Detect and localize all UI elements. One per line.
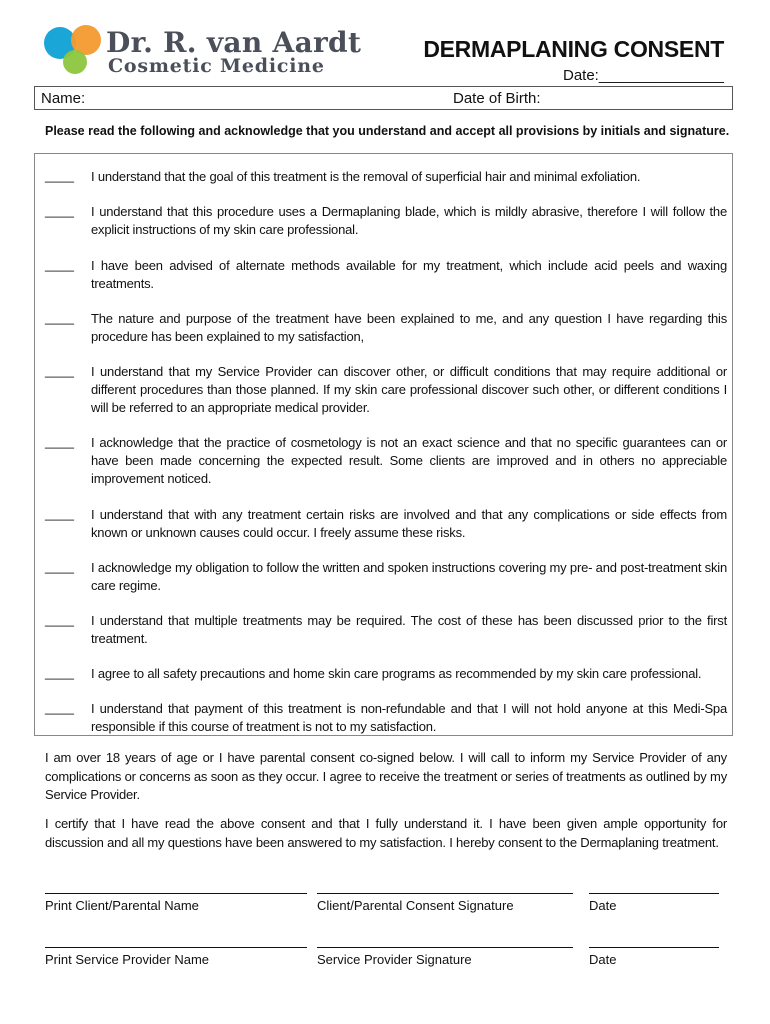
- initial-blank[interactable]: ____: [45, 363, 74, 378]
- consent-item: [45, 363, 727, 417]
- consent-item: [45, 612, 727, 648]
- consent-item: [45, 257, 727, 293]
- consent-item-text: I understand that payment of this treatment is non-refundable and that I will not hold anyone at this Medi-Spa responsible if this course of treatment is not to my satisfaction.: [91, 701, 727, 734]
- consent-item: [45, 203, 727, 239]
- client-date-label: Date: [589, 898, 617, 913]
- logo-circles-icon: [42, 24, 106, 76]
- date-field[interactable]: Date:_______________: [563, 67, 724, 84]
- client-signature-line[interactable]: [317, 893, 573, 894]
- clinic-logo: [42, 24, 362, 80]
- consent-item-text: I understand that with any treatment certain risks are involved and that any complications or side effects from known or unknown causes could occur. I freely assume these risks.: [91, 507, 727, 540]
- initial-blank[interactable]: ____: [45, 434, 74, 449]
- logo-name: Dr. R. van Aardt: [106, 26, 362, 59]
- client-date-line[interactable]: [589, 893, 719, 894]
- instruction-text: Please read the following and acknowledge that you understand and accept all provisions by initials and signature.: [45, 124, 730, 138]
- age-consent-paragraph: I am over 18 years of age or I have parental consent co-signed below. I will call to inform my Service Provider of any complications or concerns as soon as they occur. I agree to receive the treatment or series of treatments as outlined by my Service Provider.: [45, 750, 727, 802]
- initial-blank[interactable]: ____: [45, 203, 74, 218]
- client-signature-label: Client/Parental Consent Signature: [317, 898, 514, 913]
- initial-blank[interactable]: ____: [45, 168, 74, 183]
- document-title: DERMAPLANING CONSENT: [423, 36, 724, 62]
- consent-item: [45, 168, 727, 186]
- consent-item-text: I acknowledge my obligation to follow the written and spoken instructions covering my pre- and post-treatment skin care regime.: [91, 560, 727, 593]
- consent-item-text: I understand that multiple treatments may be required. The cost of these has been discussed prior to the first treatment.: [91, 613, 727, 646]
- provider-signature-label: Service Provider Signature: [317, 952, 472, 967]
- consent-item: [45, 665, 727, 683]
- consent-item-text: I agree to all safety precautions and home skin care programs as recommended by my skin care professional.: [91, 666, 702, 681]
- consent-item-text: I understand that the goal of this treatment is the removal of superficial hair and minimal exfoliation.: [91, 169, 641, 184]
- provider-signature-line[interactable]: [317, 947, 573, 948]
- logo-subtitle: Cosmetic Medicine: [108, 55, 325, 77]
- initial-blank[interactable]: ____: [45, 665, 74, 680]
- consent-item: [45, 434, 727, 488]
- consent-items-box: [34, 153, 733, 736]
- provider-date-line[interactable]: [589, 947, 719, 948]
- dob-field[interactable]: Date of Birth:: [453, 90, 541, 107]
- print-client-name-line[interactable]: [45, 893, 307, 894]
- provider-date-label: Date: [589, 952, 617, 967]
- print-provider-name-line[interactable]: [45, 947, 307, 948]
- initial-blank[interactable]: ____: [45, 612, 74, 627]
- initial-blank[interactable]: ____: [45, 506, 74, 521]
- consent-item-text: I acknowledge that the practice of cosmetology is not an exact science and that no specific guarantees can or have been made concerning the expected result. Some clients are improved and in others no appreciable improvement noticed.: [91, 435, 727, 486]
- initial-blank[interactable]: ____: [45, 310, 74, 325]
- consent-item-text: I have been advised of alternate methods available for my treatment, which include acid peels and waxing treatments.: [91, 258, 727, 291]
- consent-item-text: I understand that my Service Provider can discover other, or difficult conditions that may require additional or different procedures than those planned. If my skin care professional discover such other, or different conditions I will be referred to an appropriate medical provider.: [91, 364, 727, 415]
- consent-item-text: I understand that this procedure uses a Dermaplaning blade, which is mildly abrasive, therefore I will follow the explicit instructions of my skin care professional.: [91, 204, 727, 237]
- consent-item-text: The nature and purpose of the treatment have been explained to me, and any question I have regarding this procedure has been explained to my satisfaction,: [91, 311, 727, 344]
- initial-blank[interactable]: ____: [45, 700, 74, 715]
- initial-blank[interactable]: ____: [45, 559, 74, 574]
- consent-item: [45, 506, 727, 542]
- patient-info-box: [34, 86, 733, 110]
- certification-paragraph: I certify that I have read the above consent and that I fully understand it. I have been given ample opportunity for discussion and all my questions have been answered to my satisfaction. I hereby consent to the Dermaplaning treatment.: [45, 816, 727, 850]
- initial-blank[interactable]: ____: [45, 257, 74, 272]
- consent-item: [45, 559, 727, 595]
- print-client-name-label: Print Client/Parental Name: [45, 898, 199, 913]
- name-field[interactable]: Name:: [41, 90, 86, 107]
- consent-item: [45, 310, 727, 346]
- consent-item: [45, 700, 727, 736]
- print-provider-name-label: Print Service Provider Name: [45, 952, 209, 967]
